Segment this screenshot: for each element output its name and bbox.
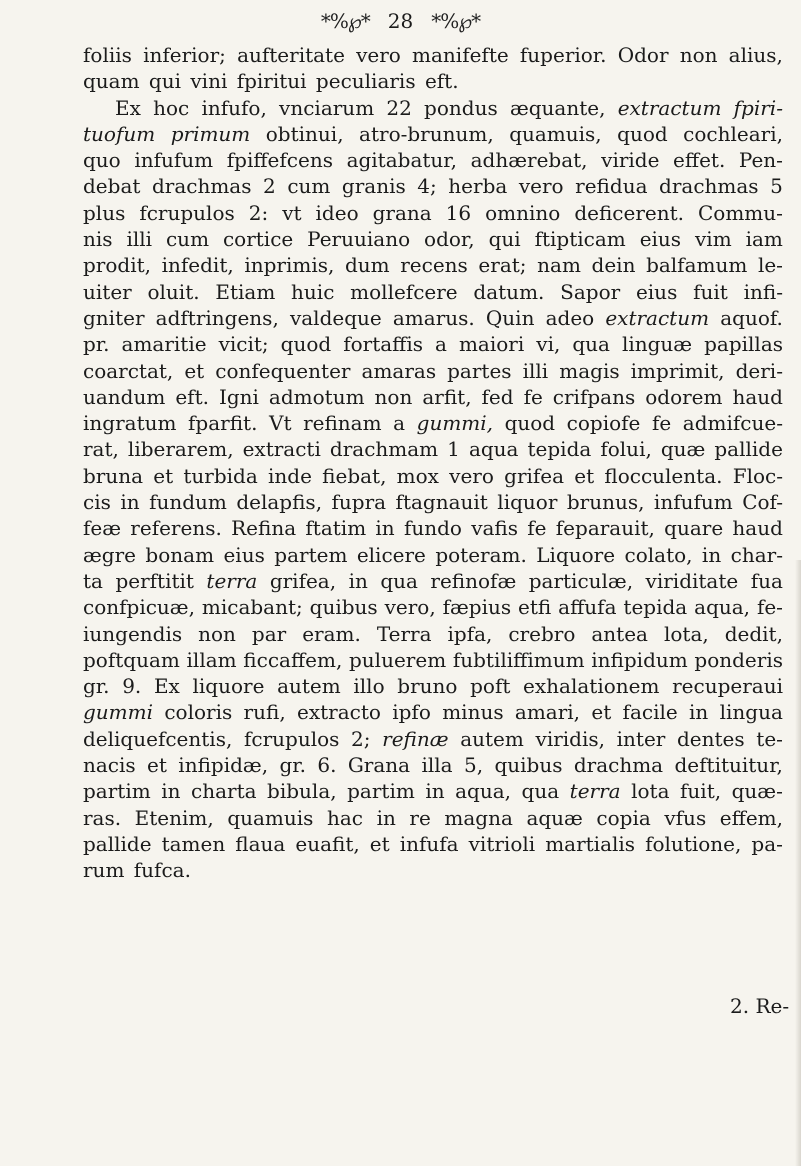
page-edge-shadow	[795, 560, 801, 1166]
text-line: ta perftitit terra grifea, in qua refinofæ particulæ, viriditate fua	[83, 568, 783, 593]
text-line: bruna et turbida inde fiebat, mox vero grifea et flocculenta. Floc-	[83, 463, 783, 488]
text-line: tuofum primum obtinui, atro-brunum, quamuis, quod cochleari,	[83, 121, 783, 146]
text-line: gr. 9. Ex liquore autem illo bruno poft exhalationem recuperaui	[83, 674, 783, 699]
body-text	[83, 42, 783, 884]
text-line: quam qui vini fpiritui peculiaris eft.	[83, 69, 459, 94]
text-line: iungendis non par eram. Terra ipfa, crebro antea lota, dedit,	[83, 621, 783, 646]
text-line: feæ referens. Refina ftatim in fundo vafis fe feparauit, quare haud	[83, 516, 783, 541]
text-line: Ex hoc infufo, vnciarum 22 pondus æquante, extractum fpiri-	[115, 95, 783, 120]
text-line: plus fcrupulos 2: vt ideo grana 16 omnino deficerent. Commu-	[83, 200, 783, 225]
text-line: partim in charta bibula, partim in aqua, qua terra lota fuit, quæ-	[83, 779, 783, 804]
text-line: pallide tamen flaua euafit, et infufa vitrioli martialis folutione, pa-	[83, 831, 783, 856]
text-line: nacis et infipidæ, gr. 6. Grana illa 5, quibus drachma deftituitur,	[83, 753, 783, 778]
catchword: 2. Re-	[730, 994, 790, 1018]
text-line: pr. amaritie vicit; quod fortaffis a maiori vi, qua linguæ papillas	[83, 332, 783, 357]
ornament-right: *%℘*	[431, 9, 481, 33]
text-line: ras. Etenim, quamuis hac in re magna aquæ copia vfus effem,	[83, 805, 783, 830]
text-line: deliquefcentis, fcrupulos 2; refinæ autem viridis, inter dentes te-	[83, 726, 783, 751]
text-line: rum fufca.	[83, 858, 191, 883]
ornament-left: *%℘*	[320, 9, 370, 33]
text-line: ingratum fparfit. Vt refinam a gummi, quod copiofe fe admifcue-	[83, 411, 783, 436]
text-line: confpicuæ, micabant; quibus vero, fæpius etfi affufa tepida aqua, fe-	[83, 595, 783, 620]
running-header	[0, 6, 801, 36]
text-line: gniter adftringens, valdeque amarus. Quin adeo extractum aquof.	[83, 305, 783, 330]
text-line: uiter oluit. Etiam huic mollefcere datum. Sapor eius fuit infi-	[83, 279, 783, 304]
text-line: poftquam illam ficcaffem, puluerem fubtiliffimum infipidum ponderis	[83, 647, 783, 672]
text-line: cis in fundum delapfis, fupra ftagnauit liquor brunus, infufum Cof-	[83, 490, 783, 515]
text-line: ægre bonam eius partem elicere poteram. Liquore colato, in char-	[83, 542, 783, 567]
text-line: coarctat, et confequenter amaras partes illi magis imprimit, deri-	[83, 358, 783, 383]
text-line: uandum eft. Igni admotum non arfit, fed fe crifpans odorem haud	[83, 384, 783, 409]
text-line: quo infufum fpiffefcens agitabatur, adhærebat, viride effet. Pen-	[83, 148, 783, 173]
text-line: gummi coloris rufi, extracto ipfo minus amari, et facile in lingua	[83, 700, 783, 725]
text-line: prodit, infedit, inprimis, dum recens erat; nam dein balfamum le-	[83, 253, 783, 278]
page-number: 28	[387, 9, 414, 33]
text-line: foliis inferior; aufteritate vero manifefte fuperior. Odor non alius,	[83, 43, 783, 67]
text-line: nis illi cum cortice Peruuiano odor, qui ftipticam eius vim iam	[83, 227, 783, 252]
text-line: rat, liberarem, extracti drachmam 1 aqua tepida folui, quæ pallide	[83, 437, 783, 462]
text-line: debat drachmas 2 cum granis 4; herba vero refidua drachmas 5	[83, 174, 783, 199]
